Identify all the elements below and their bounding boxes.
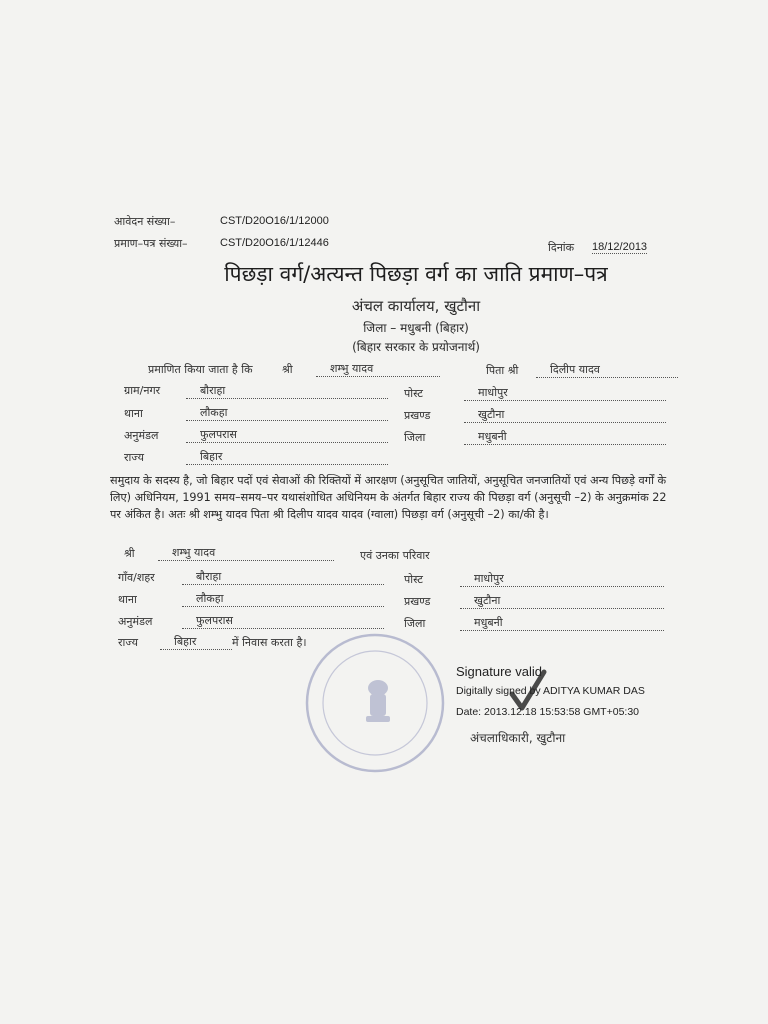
post-label: पोस्ट xyxy=(404,387,423,400)
office-name: अंचल कार्यालय, खुटौना xyxy=(351,297,481,315)
application-no: CST/D20O16/1/12000 xyxy=(220,215,329,227)
certificate-no: CST/D20O16/1/12446 xyxy=(220,237,329,249)
post-value: माधोपुर xyxy=(464,386,666,401)
office-seal-stamp xyxy=(300,628,450,778)
signature-date: Date: 2013.12.18 15:53:58 GMT+05:30 xyxy=(456,706,640,718)
date-label: दिनांक xyxy=(548,241,575,254)
village-value-2: बौराहा xyxy=(182,570,384,585)
application-no-label: आवेदन संख्या– xyxy=(114,215,176,228)
holder-name: शम्भु यादव xyxy=(316,362,440,377)
subdivision-value: फुलपरास xyxy=(186,428,388,443)
block-label: प्रखण्ड xyxy=(404,409,431,422)
officer-designation: अंचलाधिकारी, खुटौना xyxy=(470,731,566,745)
emblem-icon xyxy=(366,680,390,722)
certificate-paragraph: समुदाय के सदस्य है, जो बिहार पदों एवं सेवाओं की रिक्तियों में आरक्षण (अनुसूचित जातियों, अनुसूचित जनजातियों एवं अन्य पिछड़े वर्गों के लिए) अधिनियम, 1991 समय–समय–पर यथासंशोधित अधिनियम के अंतर्गत बिहार राज्य की पिछड़ा वर्ग (अनुसूची –2) के अनुक्रमांक 22 पर अंकित है। अतः श्री शम्भु यादव पिता श्री दिलीप यादव यादव (ग्वाला) पिछड़ा वर्ग (अनुसूची –2) का/की है। xyxy=(110,474,667,521)
subdivision-label: अनुमंडल xyxy=(124,429,159,442)
shri-label: श्री xyxy=(282,363,293,376)
village-label-2: गाँव/शहर xyxy=(118,571,155,584)
certificate-no-label: प्रमाण–पत्र संख्या– xyxy=(114,237,188,250)
shri-label-2: श्री xyxy=(124,547,135,560)
district-value-2: मधुबनी xyxy=(460,616,664,631)
holder-name-2: शम्भु यादव xyxy=(158,546,334,561)
thana-value: लौकहा xyxy=(186,406,388,421)
family-label: एवं उनका परिवार xyxy=(360,549,430,562)
thana-label-2: थाना xyxy=(118,593,137,606)
issue-date: 18/12/2013 xyxy=(592,241,648,253)
certificate-title: पिछड़ा वर्ग/अत्यन्त पिछड़ा वर्ग का जाति प्रमाण–पत्र xyxy=(224,262,608,286)
father-name: दिलीप यादव xyxy=(536,363,678,378)
district-line: जिला – मधुबनी (बिहार) xyxy=(363,321,469,335)
thana-label: थाना xyxy=(124,407,143,420)
purpose-line: (बिहार सरकार के प्रयोजनार्थ) xyxy=(352,340,480,354)
district-label-2: जिला xyxy=(404,617,426,630)
certify-label: प्रमाणित किया जाता है कि xyxy=(148,363,253,376)
block-label-2: प्रखण्ड xyxy=(404,595,431,608)
block-value: खुटौना xyxy=(464,408,666,423)
state-label: राज्य xyxy=(124,451,145,464)
subdivision-label-2: अनुमंडल xyxy=(118,615,153,628)
village-label: ग्राम/नगर xyxy=(124,384,161,397)
district-value: मधुबनी xyxy=(464,430,666,445)
thana-value-2: लौकहा xyxy=(182,592,384,607)
signature-status: Signature valid xyxy=(456,664,542,679)
resides-label: में निवास करता है। xyxy=(232,636,307,649)
block-value-2: खुटौना xyxy=(460,594,664,609)
signer-info: Digitally signed by ADITYA KUMAR DAS xyxy=(456,685,645,697)
subdivision-value-2: फुलपरास xyxy=(182,614,384,629)
post-value-2: माधोपुर xyxy=(460,572,664,587)
father-label: पिता श्री xyxy=(486,364,519,377)
state-label-2: राज्य xyxy=(118,636,139,649)
district-label: जिला xyxy=(404,431,426,444)
state-value: बिहार xyxy=(186,450,388,465)
state-value-2: बिहार xyxy=(160,635,232,650)
post-label-2: पोस्ट xyxy=(404,573,423,586)
village-value: बौराहा xyxy=(186,384,388,399)
